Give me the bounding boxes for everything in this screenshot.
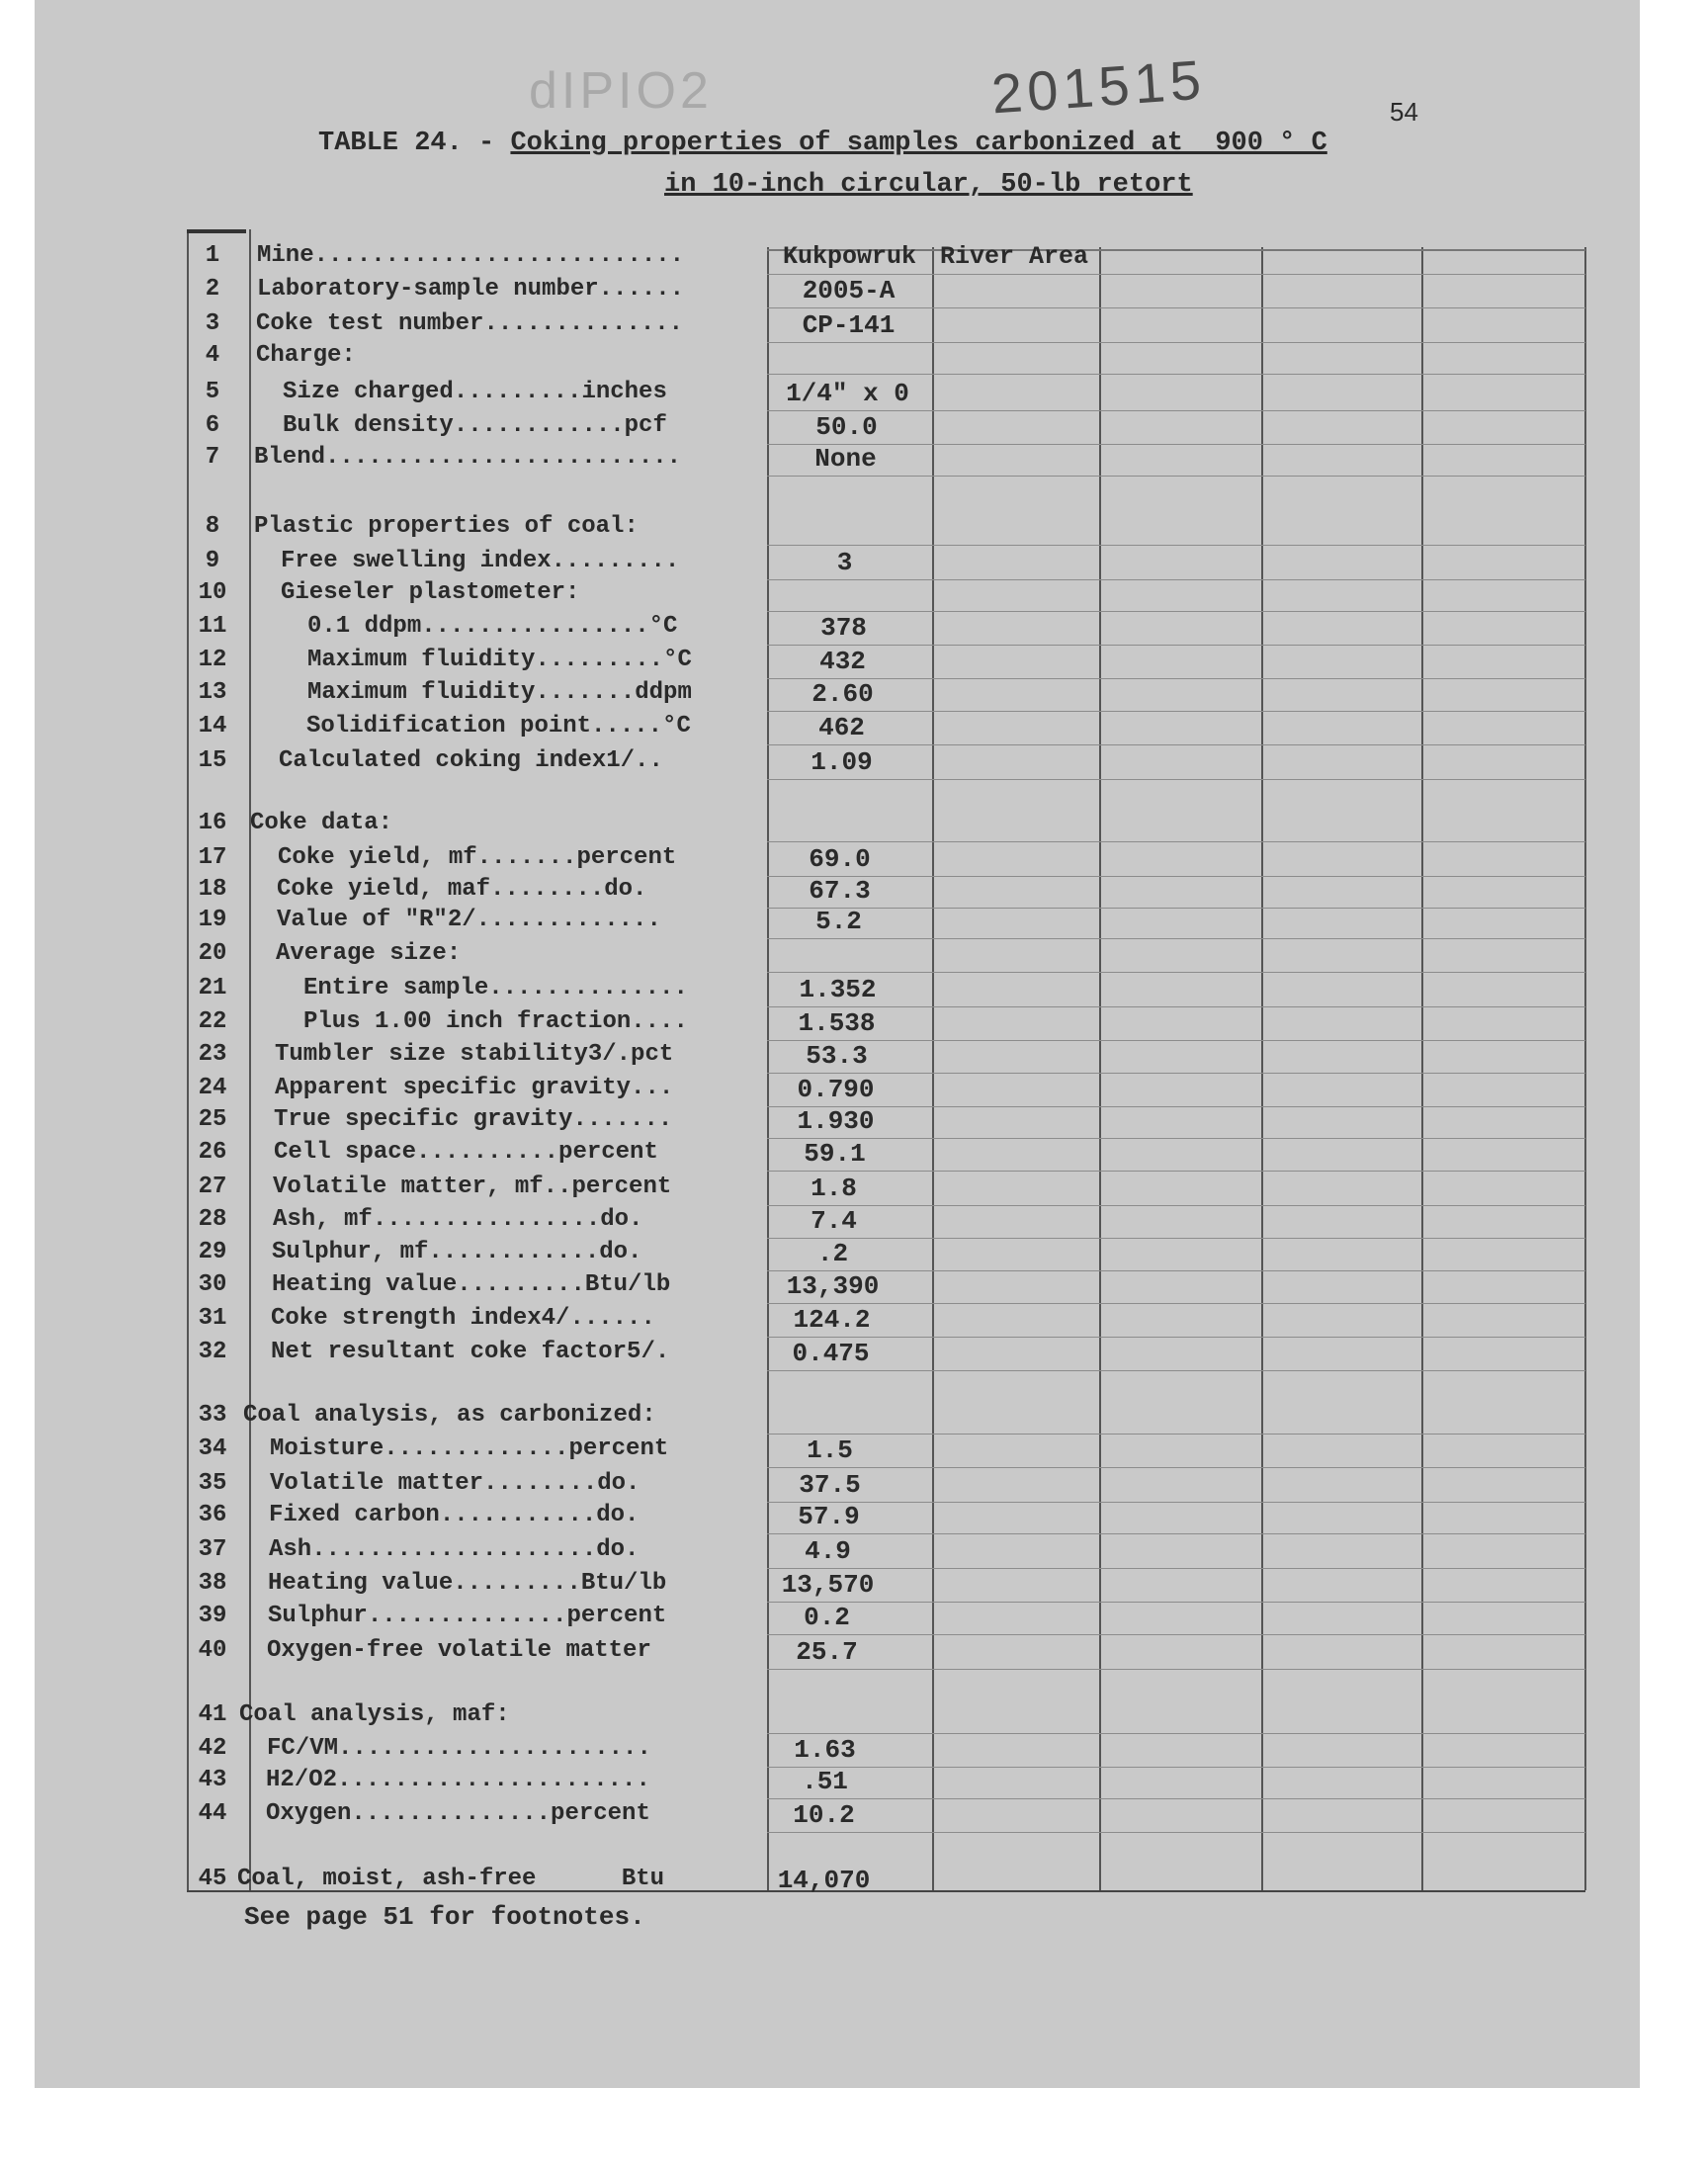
row-number: 23 xyxy=(198,1041,227,1068)
row-value: .2 xyxy=(816,1239,849,1268)
row-value: 25.7 xyxy=(796,1637,858,1667)
row-label: Coke test number.............. xyxy=(256,310,684,337)
table-row xyxy=(188,579,1584,609)
row-value: 1.8 xyxy=(811,1174,857,1203)
ghost-stamp-number: dIPIO2 xyxy=(529,62,713,120)
row-rule xyxy=(767,1634,1585,1635)
row-label: Mine.......................... xyxy=(257,242,685,269)
table-row xyxy=(188,1174,1584,1203)
row-number: 17 xyxy=(198,844,227,871)
row-value: 1.538 xyxy=(798,1008,876,1038)
row-label: Tumbler size stability3/.pct xyxy=(275,1041,674,1068)
row-value: 1/4" x 0 xyxy=(786,379,909,408)
table-row xyxy=(188,940,1584,970)
row-value: 37.5 xyxy=(799,1470,861,1500)
row-value: 378 xyxy=(820,613,867,643)
row-number: 12 xyxy=(198,647,227,673)
row-number: 32 xyxy=(198,1339,227,1365)
row-rule xyxy=(767,274,1585,275)
row-number: 44 xyxy=(198,1800,227,1827)
row-number: 34 xyxy=(198,1436,227,1462)
table-row xyxy=(188,1106,1584,1136)
row-value: 14,070 xyxy=(777,1866,871,1895)
row-number: 8 xyxy=(205,513,220,540)
table-row xyxy=(188,1637,1584,1667)
row-value: 2005-A xyxy=(802,276,896,305)
row-value: 2.60 xyxy=(811,679,874,709)
row-label: Size charged.........inches xyxy=(283,379,667,405)
row-value: .51 xyxy=(802,1767,848,1796)
row-value: 13,570 xyxy=(781,1570,875,1600)
row-rule xyxy=(767,1337,1585,1338)
row-label: Moisture.............percent xyxy=(270,1436,669,1462)
row-rule xyxy=(767,611,1585,612)
row-rule xyxy=(767,1669,1585,1670)
row-rule xyxy=(767,1370,1585,1371)
row-rule xyxy=(767,410,1585,411)
row-label: Maximum fluidity.......ddpm xyxy=(307,679,692,706)
row-rule xyxy=(767,1303,1585,1304)
row-number: 2 xyxy=(205,276,220,303)
row-label: Blend......................... xyxy=(254,444,682,471)
row-number: 19 xyxy=(198,907,227,933)
row-value: 1.63 xyxy=(794,1735,856,1765)
row-value: 59.1 xyxy=(804,1139,866,1169)
table-row xyxy=(188,1701,1584,1731)
row-label: Maximum fluidity.........°C xyxy=(307,647,692,673)
row-value: 69.0 xyxy=(809,844,871,874)
row-label: True specific gravity....... xyxy=(274,1106,673,1133)
row-number: 18 xyxy=(198,876,227,903)
row-rule xyxy=(767,938,1585,939)
row-number: 13 xyxy=(198,679,227,706)
row-value: 432 xyxy=(819,647,866,676)
row-number: 3 xyxy=(205,310,220,337)
table-row xyxy=(188,844,1584,874)
row-label: Coal analysis, as carbonized: xyxy=(243,1402,656,1429)
row-label: Coke strength index4/...... xyxy=(271,1305,655,1332)
table-row xyxy=(188,1502,1584,1531)
table-row xyxy=(188,1767,1584,1796)
row-number: 29 xyxy=(198,1239,227,1265)
row-label: Volatile matter........do. xyxy=(270,1470,640,1497)
column-divider xyxy=(1584,247,1586,1890)
row-number: 22 xyxy=(198,1008,227,1035)
row-label: Average size: xyxy=(276,940,462,967)
row-label: Calculated coking index1/.. xyxy=(279,747,663,774)
row-value: 124.2 xyxy=(793,1305,871,1335)
row-value: 0.790 xyxy=(797,1075,875,1104)
table-row xyxy=(188,276,1584,305)
table-row xyxy=(188,1436,1584,1465)
row-value: 1.352 xyxy=(799,975,877,1004)
stamp-number: 201515 xyxy=(989,47,1208,126)
table-row xyxy=(188,310,1584,340)
row-value: 50.0 xyxy=(815,412,878,442)
row-number: 24 xyxy=(198,1075,227,1101)
row-value: 3 xyxy=(836,548,853,577)
row-rule xyxy=(767,645,1585,646)
page-number: 54 xyxy=(1390,97,1418,127)
row-rule xyxy=(767,1073,1585,1074)
row-rule xyxy=(767,841,1585,842)
row-label: Entire sample.............. xyxy=(303,975,688,1001)
row-number: 11 xyxy=(198,613,227,640)
row-number: 21 xyxy=(198,975,227,1001)
table-row xyxy=(188,342,1584,372)
row-number: 14 xyxy=(198,713,227,740)
table-row xyxy=(188,1735,1584,1765)
table-top-corner xyxy=(187,229,246,233)
row-label: Coke data: xyxy=(250,810,393,836)
table-row xyxy=(188,1603,1584,1632)
row-value: 0.2 xyxy=(804,1603,850,1632)
row-rule xyxy=(767,1798,1585,1799)
row-label: Free swelling index......... xyxy=(281,548,680,574)
table-row xyxy=(188,1041,1584,1071)
row-label: Heating value.........Btu/lb xyxy=(272,1271,671,1298)
row-label: Net resultant coke factor5/. xyxy=(271,1339,670,1365)
row-number: 41 xyxy=(198,1701,227,1728)
row-value: None xyxy=(814,444,877,474)
row-number: 7 xyxy=(205,444,220,471)
table-row xyxy=(188,1570,1584,1600)
column-header-second: River Area xyxy=(940,242,1089,271)
row-label: Sulphur, mf............do. xyxy=(272,1239,642,1265)
row-label: Value of "R"2/............. xyxy=(277,907,661,933)
row-number: 35 xyxy=(198,1470,227,1497)
table-label: TABLE 24. - xyxy=(318,129,511,158)
row-label: Cell space..........percent xyxy=(274,1139,658,1166)
row-label: 0.1 ddpm................°C xyxy=(307,613,678,640)
row-label: Bulk density............pcf xyxy=(283,412,667,439)
row-number: 10 xyxy=(198,579,227,606)
row-rule xyxy=(767,1006,1585,1007)
row-value: 462 xyxy=(818,713,865,742)
row-rule xyxy=(767,711,1585,712)
row-label: Coal analysis, maf: xyxy=(239,1701,510,1728)
row-label: Coke yield, mf.......percent xyxy=(278,844,677,871)
row-label: Solidification point.....°C xyxy=(306,713,691,740)
row-number: 27 xyxy=(198,1174,227,1200)
table-row xyxy=(188,713,1584,742)
row-number: 25 xyxy=(198,1106,227,1133)
table-row xyxy=(188,1008,1584,1038)
table-row xyxy=(188,1536,1584,1566)
row-value: 67.3 xyxy=(809,876,871,906)
row-value: CP-141 xyxy=(802,310,896,340)
row-value: 10.2 xyxy=(793,1800,855,1830)
row-rule xyxy=(767,1832,1585,1833)
table-row xyxy=(188,1206,1584,1236)
row-number: 28 xyxy=(198,1206,227,1233)
table-row xyxy=(188,876,1584,906)
row-label: Ash....................do. xyxy=(269,1536,640,1563)
row-rule xyxy=(767,1467,1585,1468)
table-row xyxy=(188,1470,1584,1500)
row-number: 26 xyxy=(198,1139,227,1166)
row-rule xyxy=(767,476,1585,477)
row-number: 4 xyxy=(205,342,220,369)
table-row xyxy=(188,1866,1584,1895)
row-label: Apparent specific gravity... xyxy=(275,1075,674,1101)
row-rule xyxy=(767,307,1585,308)
row-number: 45 xyxy=(198,1866,227,1892)
row-number: 37 xyxy=(198,1536,227,1563)
table-row xyxy=(188,242,1584,272)
row-value: 57.9 xyxy=(798,1502,860,1531)
table-row xyxy=(188,1402,1584,1432)
table-title-line-1 xyxy=(318,129,1327,158)
table-row xyxy=(188,810,1584,839)
row-number: 31 xyxy=(198,1305,227,1332)
table-row xyxy=(188,747,1584,777)
row-number: 9 xyxy=(205,548,220,574)
row-number: 38 xyxy=(198,1570,227,1597)
row-rule xyxy=(767,1434,1585,1435)
row-value: 1.5 xyxy=(807,1436,853,1465)
footnote: See page 51 for footnotes. xyxy=(244,1902,645,1932)
table-caption: Coking properties of samples carbonized at 900 ° C xyxy=(510,129,1327,158)
row-value: 0.475 xyxy=(792,1339,870,1368)
row-rule xyxy=(767,972,1585,973)
table-row xyxy=(188,679,1584,709)
table-row xyxy=(188,548,1584,577)
table-title-line-2: in 10-inch circular, 50-lb retort xyxy=(664,170,1193,200)
row-label: FC/VM...................... xyxy=(267,1735,651,1762)
table-row xyxy=(188,444,1584,474)
row-number: 40 xyxy=(198,1637,227,1664)
row-number: 6 xyxy=(205,412,220,439)
row-label: Oxygen-free volatile matter xyxy=(267,1637,651,1664)
row-label: Coal, moist, ash-free Btu xyxy=(237,1866,665,1892)
row-value: 1.09 xyxy=(811,747,873,777)
row-label: Volatile matter, mf..percent xyxy=(273,1174,672,1200)
row-label: Gieseler plastometer: xyxy=(281,579,580,606)
row-value: 13,390 xyxy=(786,1271,880,1301)
row-number: 30 xyxy=(198,1271,227,1298)
row-rule xyxy=(767,1533,1585,1534)
row-label: Fixed carbon...........do. xyxy=(269,1502,640,1528)
row-value: 1.930 xyxy=(797,1106,875,1136)
table-row xyxy=(188,1271,1584,1301)
row-label: Laboratory-sample number...... xyxy=(257,276,685,303)
table-row xyxy=(188,1075,1584,1104)
table-row xyxy=(188,1800,1584,1830)
column-header-first: Kukpowruk xyxy=(782,242,917,271)
table-row xyxy=(188,647,1584,676)
row-rule xyxy=(767,374,1585,375)
row-value: 4.9 xyxy=(805,1536,851,1566)
table-row xyxy=(188,1305,1584,1335)
row-label: Sulphur..............percent xyxy=(268,1603,667,1629)
table-row xyxy=(188,513,1584,543)
table-row xyxy=(188,1239,1584,1268)
row-number: 5 xyxy=(205,379,220,405)
row-number: 20 xyxy=(198,940,227,967)
table-row xyxy=(188,1339,1584,1368)
table-row xyxy=(188,412,1584,442)
row-number: 15 xyxy=(198,747,227,774)
row-number: 36 xyxy=(198,1502,227,1528)
row-label: Plus 1.00 inch fraction.... xyxy=(303,1008,688,1035)
table-row xyxy=(188,1139,1584,1169)
row-number: 39 xyxy=(198,1603,227,1629)
table-row xyxy=(188,613,1584,643)
row-value: 7.4 xyxy=(811,1206,857,1236)
row-rule xyxy=(767,744,1585,745)
row-rule xyxy=(767,779,1585,780)
row-label: Plastic properties of coal: xyxy=(254,513,639,540)
row-number: 16 xyxy=(198,810,227,836)
row-label: Coke yield, maf........do. xyxy=(277,876,647,903)
row-number: 1 xyxy=(205,242,220,269)
row-rule xyxy=(767,1733,1585,1734)
row-label: H2/O2...................... xyxy=(266,1767,650,1793)
row-rule xyxy=(767,545,1585,546)
row-label: Charge: xyxy=(256,342,356,369)
row-label: Heating value.........Btu/lb xyxy=(268,1570,667,1597)
row-value: 5.2 xyxy=(815,907,862,936)
row-rule xyxy=(767,1171,1585,1172)
row-number: 33 xyxy=(198,1402,227,1429)
table-row xyxy=(188,975,1584,1004)
row-label: Oxygen..............percent xyxy=(266,1800,650,1827)
row-label: Ash, mf................do. xyxy=(273,1206,643,1233)
row-rule xyxy=(767,1568,1585,1569)
row-number: 42 xyxy=(198,1735,227,1762)
row-value: 53.3 xyxy=(806,1041,868,1071)
table-row xyxy=(188,379,1584,408)
table-row xyxy=(188,907,1584,936)
row-number: 43 xyxy=(198,1767,227,1793)
